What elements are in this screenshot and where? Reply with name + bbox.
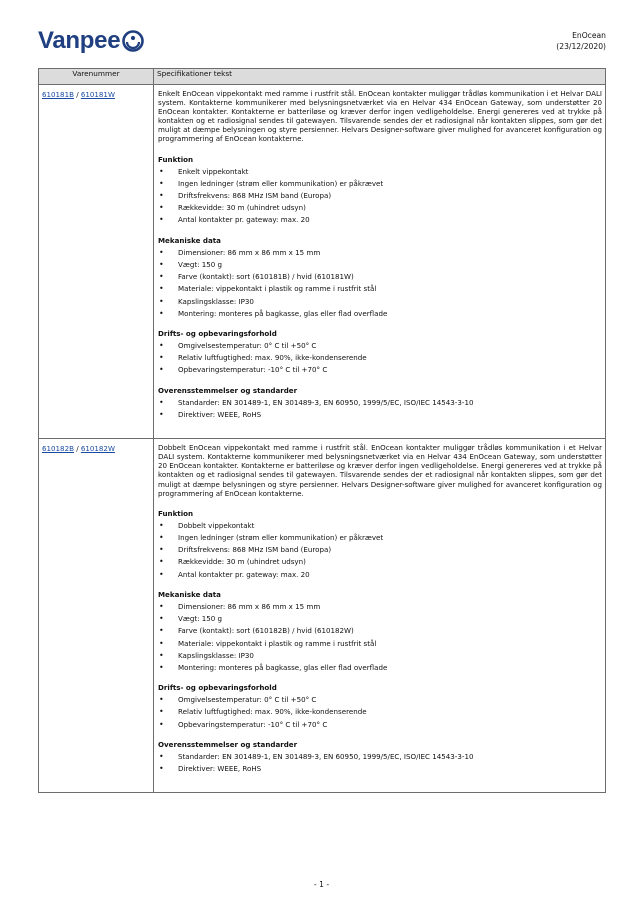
spec-bullet-item: • Dobbelt vippekontakt xyxy=(158,520,602,532)
spec-bullet-item: • Omgivelsestemperatur: 0° C til +50° C xyxy=(158,694,602,706)
item-number-cell xyxy=(39,439,154,793)
item-code-link[interactable]: 610181W xyxy=(80,90,115,99)
spec-section-title: Drifts- og opbevaringsforhold xyxy=(158,328,277,338)
spec-bullet-item: • Antal kontakter pr. gateway: max. 20 xyxy=(158,569,602,581)
document-meta xyxy=(556,30,606,52)
spec-section-title: Mekaniske data xyxy=(158,235,221,245)
spec-bullet-item: • Montering: monteres på bagkasse, glas eller flad overflade xyxy=(158,308,602,320)
spec-bullet-item: • Omgivelsestemperatur: 0° C til +50° C xyxy=(158,340,602,352)
spec-bullet-item: • Vægt: 150 g xyxy=(158,259,602,271)
code-separator: / xyxy=(73,90,81,99)
spec-bullet-item: • Dimensioner: 86 mm x 86 mm x 15 mm xyxy=(158,601,602,613)
spec-bullet-item: • Direktiver: WEEE, RoHS xyxy=(158,763,602,775)
spec-bullet-item: • Enkelt vippekontakt xyxy=(158,166,602,178)
spec-bullet-item: • Standarder: EN 301489-1, EN 301489-3, EN 60950, 1999/5/EC, ISO/IEC 14543-3-10 xyxy=(158,397,602,409)
spec-bullet-item: • Kapslingsklasse: IP30 xyxy=(158,296,602,308)
code-separator: / xyxy=(73,444,81,454)
spec-bullet-item: • Materiale: vippekontakt i plastik og ramme i rustfrit stål xyxy=(158,283,602,295)
item-code-link[interactable]: 610182B xyxy=(42,444,74,454)
logo-wordmark: Vanpee xyxy=(38,27,121,54)
spec-section-title: Drifts- og opbevaringsforhold xyxy=(158,683,277,693)
item-number-cell xyxy=(39,85,154,439)
spec-bullet-list xyxy=(158,340,602,377)
spec-section-title: Funktion xyxy=(158,508,194,518)
spec-section-title: Mekaniske data xyxy=(158,589,221,599)
item-code-link[interactable]: 610182W xyxy=(80,444,115,454)
specification-cell xyxy=(154,85,606,439)
spec-bullet-item: • Opbevaringstemperatur: -10° C til +70° C xyxy=(158,719,602,731)
column-header-spec-text: Specifikationer tekst xyxy=(154,69,606,85)
page-header xyxy=(38,26,606,60)
spec-section-title: Funktion xyxy=(158,154,194,164)
specification-cell xyxy=(154,439,606,793)
spec-bullet-list xyxy=(158,520,602,581)
spec-bullet-item: • Vægt: 150 g xyxy=(158,613,602,625)
spec-bullet-item: • Dimensioner: 86 mm x 86 mm x 15 mm xyxy=(158,247,602,259)
spec-bullet-item: • Farve (kontakt): sort (610182B) / hvid (610182W) xyxy=(158,625,602,637)
item-code-link[interactable]: 610181B xyxy=(42,90,74,99)
spec-section-title: Overensstemmelser og standarder xyxy=(158,739,298,749)
spec-bullet-list xyxy=(158,166,602,227)
spec-bullet-item: • Ingen ledninger (strøm eller kommunikation) er påkrævet xyxy=(158,532,602,544)
table-row xyxy=(39,85,606,439)
spec-bullet-item: • Kapslingsklasse: IP30 xyxy=(158,650,602,662)
page-number: - 1 - xyxy=(313,880,330,889)
document-title: EnOcean xyxy=(572,31,606,40)
spec-bullet-list xyxy=(158,397,602,421)
specification-table xyxy=(38,68,606,793)
spec-bullet-item: • Antal kontakter pr. gateway: max. 20 xyxy=(158,214,602,226)
spec-bullet-item: • Rækkevidde: 30 m (uhindret udsyn) xyxy=(158,556,602,568)
spec-intro-text: Dobbelt EnOcean vippekontakt med ramme i rustfrit stål. EnOcean kontakter muliggør trådløs kommunikation i et Helvar DALI system. Kontakterne kommunikerer med belysningsnetværket via en Helvar 434 EnOcean Gateway, som understøtter 20 EnOcean kontakter. Kontakterne er batteriløse og kræver derfor ingen vedligeholdelse. Energi genereres ved at trykke på kontakten og et radiosignal sendes til gatewayen. Tilsvarende sendes der et radiosignal når kontakten slippes, som gør det muligt at dæmpe belysningen og styre persienner. Helvars Designer-software giver mulighed for avanceret konfiguration og programmering af EnOcean kontakterne. xyxy=(158,443,602,498)
table-header-row xyxy=(39,69,606,85)
spec-bullet-item: • Direktiver: WEEE, RoHS xyxy=(158,409,602,421)
spec-bullet-item: • Farve (kontakt): sort (610181B) / hvid (610181W) xyxy=(158,271,602,283)
spec-bullet-item: • Relativ luftfugtighed: max. 90%, ikke-kondenserende xyxy=(158,706,602,718)
spec-bullet-item: • Relativ luftfugtighed: max. 90%, ikke-kondenserende xyxy=(158,352,602,364)
spec-bullet-list xyxy=(158,694,602,731)
spec-section-title: Overensstemmelser og standarder xyxy=(158,385,298,395)
spec-bullet-item: • Ingen ledninger (strøm eller kommunikation) er påkrævet xyxy=(158,178,602,190)
spec-intro-text: Enkelt EnOcean vippekontakt med ramme i rustfrit stål. EnOcean kontakter muliggør trådløs kommunikation i et Helvar DALI system. Kontakterne kommunikerer med belysningsnetværket via en Helvar 434 EnOcean Gateway, som understøtter 20 EnOcean kontakter. Kontakterne er batteriløse og kræver derfor ingen vedligeholdelse. Energi genereres ved at trykke på kontakten og et radiosignal sendes til gatewayen. Tilsvarende sendes der et radiosignal når kontakten slippes, som gør det muligt at dæmpe belysningen og styre persienner. Helvars Designer-software giver mulighed for avanceret konfiguration og programmering af EnOcean kontakterne. xyxy=(158,89,602,144)
spec-bullet-list xyxy=(158,601,602,674)
spec-bullet-item: • Opbevaringstemperatur: -10° C til +70° C xyxy=(158,364,602,376)
spec-bullet-list xyxy=(158,247,602,320)
vanpee-logo xyxy=(38,26,145,56)
swirl-logo-icon xyxy=(121,29,145,53)
table-row xyxy=(39,439,606,793)
spec-bullet-item: • Driftsfrekvens: 868 MHz ISM band (Europa) xyxy=(158,544,602,556)
spec-bullet-item: • Rækkevidde: 30 m (uhindret udsyn) xyxy=(158,202,602,214)
document-date: (23/12/2020) xyxy=(556,42,606,51)
spec-bullet-item: • Driftsfrekvens: 868 MHz ISM band (Europa) xyxy=(158,190,602,202)
spec-bullet-item: • Materiale: vippekontakt i plastik og ramme i rustfrit stål xyxy=(158,638,602,650)
column-header-item-number: Varenummer xyxy=(39,69,154,85)
spec-bullet-list xyxy=(158,751,602,775)
spec-bullet-item: • Standarder: EN 301489-1, EN 301489-3, EN 60950, 1999/5/EC, ISO/IEC 14543-3-10 xyxy=(158,751,602,763)
spec-bullet-item: • Montering: monteres på bagkasse, glas eller flad overflade xyxy=(158,662,602,674)
